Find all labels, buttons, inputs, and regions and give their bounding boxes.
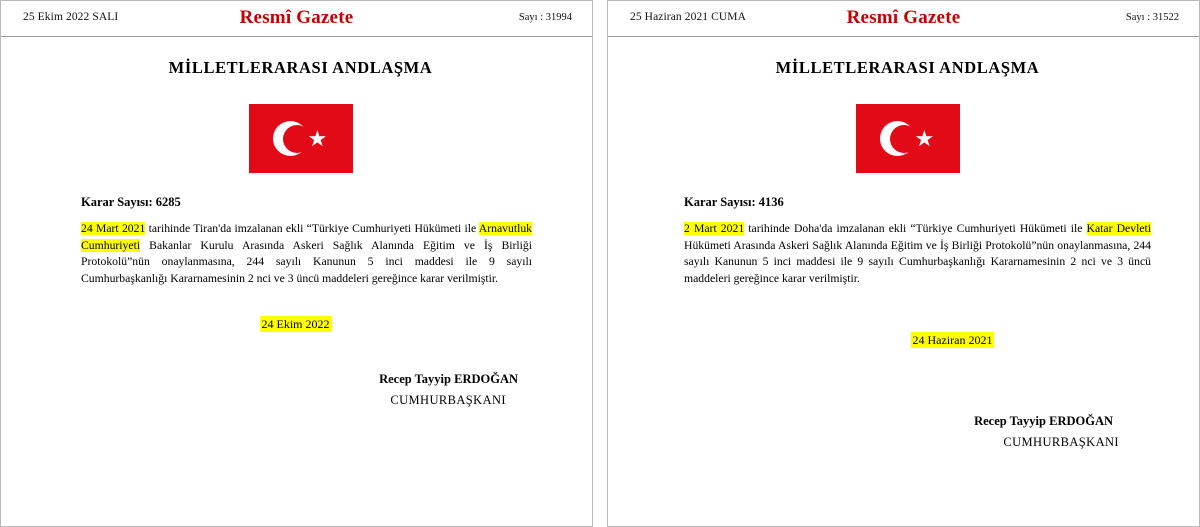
masthead-issue-number: Sayı : 31994 (518, 12, 572, 23)
decision-body-text (642, 221, 1173, 287)
body-segment-1: tarihinde Tiran'da imzalanan ekli “Türkiye Cumhuriyeti Hükümeti ile (145, 222, 479, 235)
masthead-left (1, 1, 592, 37)
turkish-flag-icon (856, 104, 960, 173)
gazette-page-right (607, 0, 1200, 527)
highlight-counterparty: Katar Devleti (1086, 222, 1152, 235)
decision-date-line (642, 333, 1173, 348)
masthead-date: 25 Ekim 2022 SALI (23, 11, 119, 23)
signature-title: CUMHURBAŞKANI (390, 393, 506, 408)
highlight-signing-date: 2 Mart 2021 (684, 222, 745, 235)
document-heading: MİLLETLERARASI ANDLAŞMA (168, 58, 433, 77)
masthead-issue-number: Sayı : 31522 (1125, 12, 1179, 23)
body-segment-2: Bakanlar Kurulu Arasında Askeri Sağlık Alanında Eğitim ve İş Birliği Protokolü”nün onaylanmasına, 244 sayılı Kanunun 5 inci maddesi ile 9 sayılı Cumhurbaşkanlığı Kararnamesinin 2 nci ve 3 üncü maddeleri gereğince karar verilmiştir. (81, 238, 532, 285)
highlight-decision-date: 24 Ekim 2022 (261, 317, 330, 332)
decision-date-line (35, 317, 566, 332)
signature-name: Recep Tayyip ERDOĞAN (974, 414, 1113, 429)
decision-number: Karar Sayısı: 6285 (81, 195, 181, 209)
body-segment-2: Hükümeti Arasında Askeri Sağlık Alanında Eğitim ve İş Birliği Protokolü”nün onaylanmasına, 244 sayılı Kanunun 5 inci maddesi ile 9 sayılı Cumhurbaşkanlığı Kararnamesinin 2 nci ve 3 üncü maddeleri gereğince karar verilmiştir. (684, 238, 1151, 285)
page-divider (593, 0, 607, 527)
signature-name: Recep Tayyip ERDOĞAN (379, 372, 518, 387)
gazette-page-left (0, 0, 593, 527)
page-content-left (1, 58, 592, 408)
decision-body-text (35, 221, 566, 287)
highlight-signing-date: 24 Mart 2021 (81, 222, 146, 235)
flag-crescent-inner (283, 125, 311, 153)
decision-number: Karar Sayısı: 4136 (684, 195, 784, 209)
document-heading: MİLLETLERARASI ANDLAŞMA (775, 58, 1040, 77)
highlight-counterparty: Arnavutluk Cumhuriyeti (81, 222, 533, 252)
masthead-right (608, 1, 1199, 37)
body-segment-1: tarihinde Doha'da imzalanan ekli “Türkiye Cumhuriyeti Hükümeti ile (744, 222, 1087, 235)
masthead-title: Resmî Gazete (239, 7, 354, 28)
masthead-title: Resmî Gazete (846, 7, 961, 28)
page-content-right (608, 58, 1199, 450)
signature-title: CUMHURBAŞKANI (1003, 435, 1119, 450)
masthead-date: 25 Haziran 2021 CUMA (630, 11, 747, 23)
highlight-decision-date: 24 Haziran 2021 (912, 333, 993, 348)
turkish-flag-icon (249, 104, 353, 173)
flag-crescent-inner (890, 125, 918, 153)
